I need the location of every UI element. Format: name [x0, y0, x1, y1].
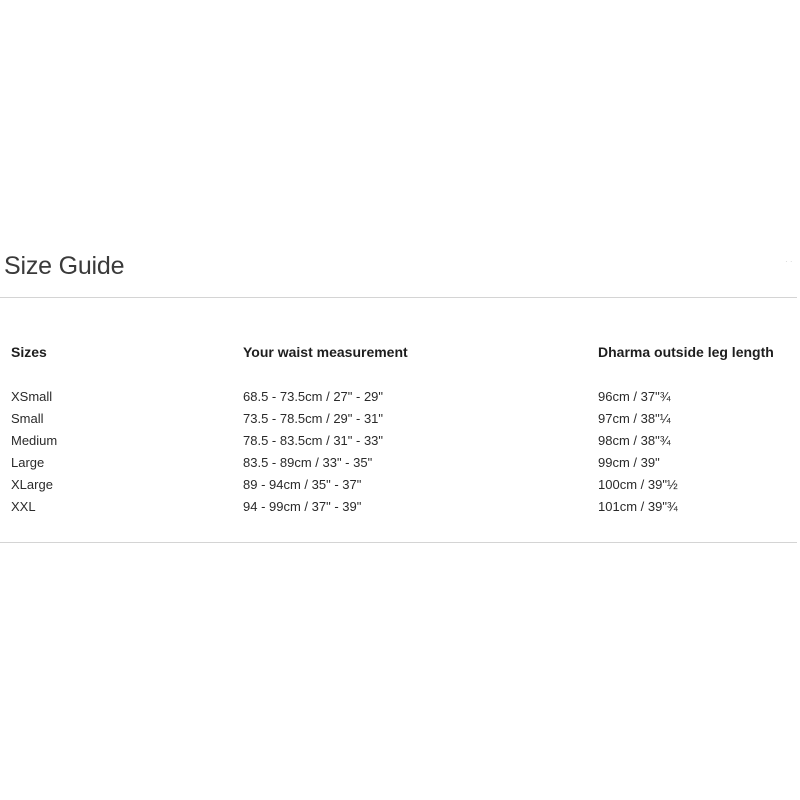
header-waist: Your waist measurement	[243, 344, 408, 360]
waist-cell: 68.5 - 73.5cm / 27" - 29"	[243, 389, 384, 404]
title-divider	[0, 297, 797, 298]
size-cell: XLarge	[11, 477, 53, 492]
waist-cell: 94 - 99cm / 37" - 39"	[243, 499, 362, 514]
leg-cell: 99cm / 39"	[598, 455, 660, 470]
waist-cell: 89 - 94cm / 35" - 37"	[243, 477, 362, 492]
leg-cell: 96cm / 37"¾	[598, 389, 671, 404]
page-title: Size Guide	[4, 252, 125, 280]
waist-cell: 83.5 - 89cm / 33" - 35"	[243, 455, 373, 470]
size-cell: Large	[11, 455, 45, 470]
leg-cell: 100cm / 39"½	[598, 477, 678, 492]
leg-cell: 101cm / 39"¾	[598, 499, 678, 514]
size-cell: XXL	[11, 499, 36, 514]
leg-cell: 98cm / 38"¾	[598, 433, 671, 448]
header-leg: Dharma outside leg length	[598, 344, 774, 360]
leg-cell: 97cm / 38"¼	[598, 411, 671, 426]
table-bottom-divider	[0, 542, 797, 543]
size-cell: XSmall	[11, 389, 53, 404]
size-cell: Small	[11, 411, 44, 426]
dots-decoration: · ·	[785, 257, 793, 266]
header-sizes: Sizes	[11, 344, 47, 360]
waist-cell: 73.5 - 78.5cm / 29" - 31"	[243, 411, 384, 426]
waist-cell: 78.5 - 83.5cm / 31" - 33"	[243, 433, 384, 448]
size-cell: Medium	[11, 433, 58, 448]
